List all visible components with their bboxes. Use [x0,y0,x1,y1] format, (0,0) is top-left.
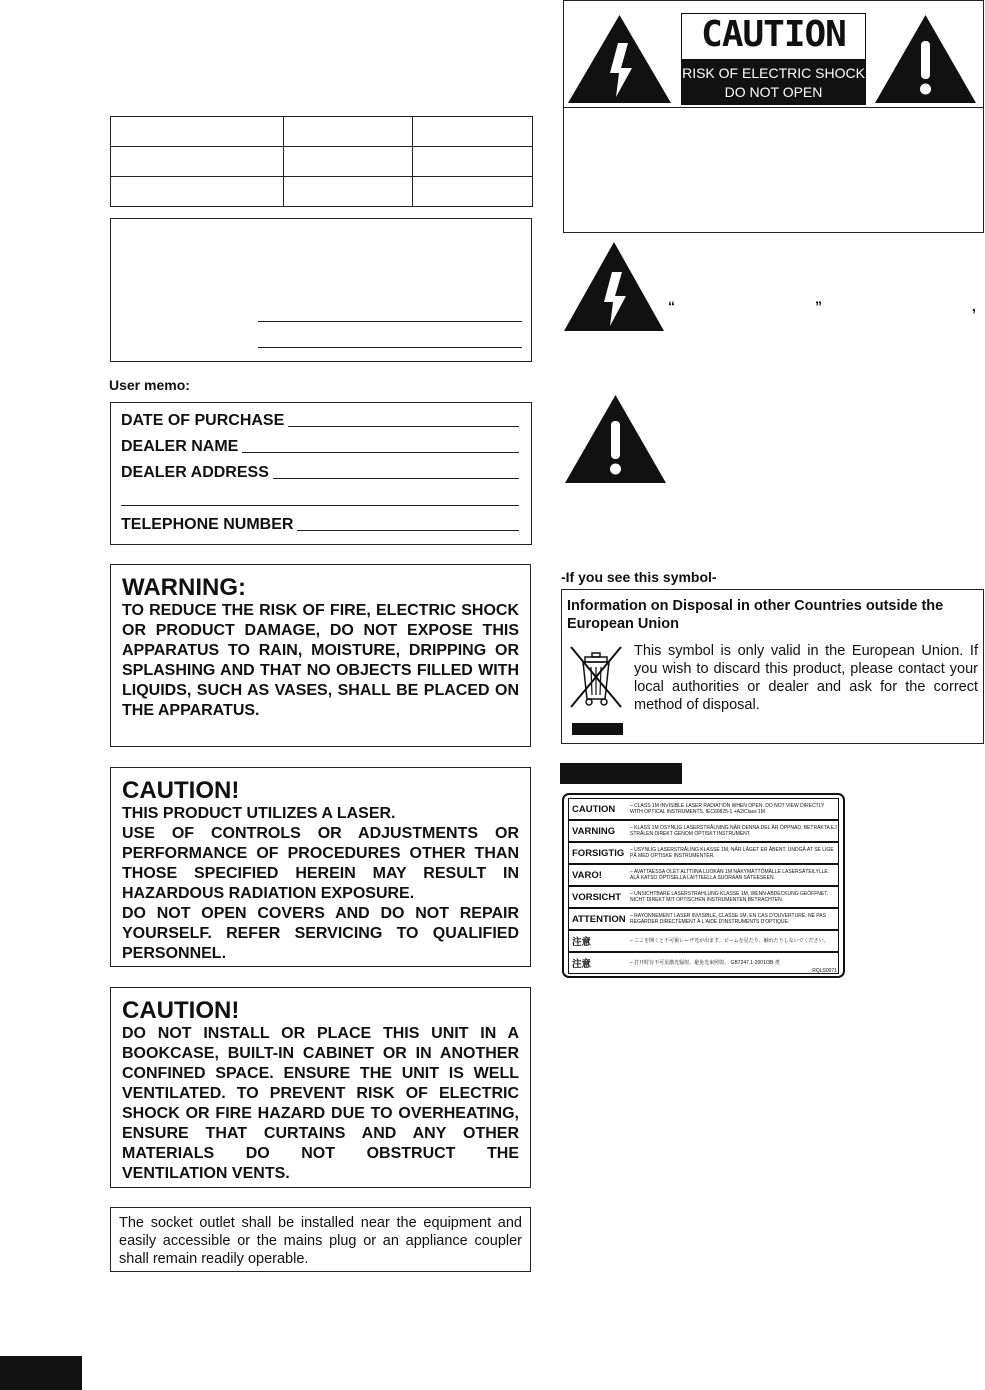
exclamation-warning-icon [873,13,978,105]
laser-label-row [568,952,839,974]
warning-text: TO REDUCE THE RISK OF FIRE, ELECTRIC SHOCK OR PRODUCT DAMAGE, DO NOT EXPOSE THIS APPARATUS TO RAIN, MOISTURE, DRIPPING OR SPLASHING AND THAT NO OBJECTS FILLED WITH LIQUIDS, SUCH AS VASES, SHALL BE PLACED ON THE APPARATUS. [122,602,519,719]
caution-sign [681,13,866,105]
socket-note-box [110,1207,531,1272]
laser-label-row-name: FORSIGTIG [572,847,625,859]
laser-label-row-name: VARO! [572,869,602,881]
laser-label-code: RQLS0071 [812,968,837,974]
exclamation-symbol-icon [563,393,668,485]
disposal-heading: Information on Disposal in other Countries outside the European Union [567,598,944,632]
disposal-text: This symbol is only valid in the European Union. If you wish to discard this product, please contact your local authorities or dealer and ask for the correct method of disposal. [634,643,978,713]
disposal-black-bar [572,723,623,735]
lightning-warning-icon [566,13,673,105]
dealer-name-field[interactable] [121,438,519,456]
dealer-address-line-2[interactable] [121,505,519,506]
caution-laser-line1: THIS PRODUCT UTILIZES A LASER. [122,805,396,822]
date-of-purchase-field[interactable] [121,412,519,430]
laser-label-row-name: 注意 [572,959,592,970]
laser-label-row-text: – ここを開くと不可視レーザ光が出ます。ビームを見たり、触れたりしないでください。 [630,938,829,944]
symbol-note: -If you see this symbol- [561,569,717,585]
laser-label-row-text: – KLASS 1M OSYNLIG LASERSTRÅLNING NÄR DENNA DEL ÄR ÖPPNAD. BETRAKTA EJ STRÅLEN DIREKT GENOM OPTISKT INSTRUMENT. [630,825,837,837]
laser-label-row-name: VARNING [572,825,616,837]
dealer-address-field[interactable] [121,464,519,482]
caution-laser-box [110,767,531,967]
quote-comma: , [972,298,976,314]
field-label: DEALER ADDRESS [121,464,269,481]
caution-laser-line2: USE OF CONTROLS OR ADJUSTMENTS OR PERFORMANCE OF PROCEDURES OTHER THAN THOSE SPECIFIED HEREIN MAY RESULT IN HAZARDOUS RADIATION EXPOSURE. [122,825,519,902]
laser-warning-label [562,793,845,978]
laser-label-row [568,930,839,952]
laser-label-row-text: – UNSICHTBARE LASERSTRAHLUNG KLASSE 1M, WENN ABDECKUNG GEÖFFNET. NICHT DIREKT MIT OPTISCHEN INSTRUMENTEN BETRACHTEN. [630,891,829,903]
caution-install-box [110,987,531,1188]
telephone-number-field[interactable] [121,516,519,534]
laser-label-row [568,798,839,820]
warning-heading: WARNING: [122,574,246,601]
user-memo-label: User memo: [109,377,190,393]
caution-sign-divider [563,107,984,108]
laser-label-row-text: – RAYONNEMENT LASER INVISIBLE, CLASSE 1M, EN CAS D'OUVERTURE. NE PAS REGARDER DIRECTEMENT À L'AIDE D'INSTRUMENTS D'OPTIQUE. [630,913,826,925]
caution-sign-title: CAUTION [701,14,846,55]
registration-line [258,347,522,348]
warning-box [110,564,531,747]
laser-label-heading-bar [560,763,682,784]
laser-label-row-text: – USYNLIG LASERSTRÅLING KLASSE 1M, NÅR LÅGET ER ÅBENT. UNDGÅ AT SE LIGE PÅ MED OPTISKE INSTRUMENTER. [630,847,834,859]
socket-note-text: The socket outlet shall be installed near the equipment and easily accessible or the mains plug or an appliance coupler shall remain readily operable. [119,1215,522,1267]
quote-open: “ [668,298,675,314]
caution-sign-subtitle [682,59,865,104]
caution-laser-line3: DO NOT OPEN COVERS AND DO NOT REPAIR YOURSELF. REFER SERVICING TO QUALIFIED PERSONNEL. [122,905,519,962]
caution-install-heading: CAUTION! [122,997,240,1024]
lightning-symbol-icon [562,240,666,333]
caution-sign-sub1: RISK OF ELECTRIC SHOCK [682,65,865,81]
laser-label-row [568,886,839,908]
laser-label-row-text: – AVATTAESSA OLET ALTTIINA LUOKAN 1M NÄKYMÄTTÖMÄLLE LASERSÄTEILYLLE. ÄLÄ KATSO OPTISELLA LAITTEELLA SUORAAN SÄTEESEEN. [630,869,830,881]
laser-label-row [568,864,839,886]
model-table [110,116,533,207]
laser-label-row [568,908,839,930]
laser-label-row [568,820,839,842]
quote-close: ” [815,298,822,314]
field-label: DEALER NAME [121,438,239,455]
caution-sign-sub2: DO NOT OPEN [724,84,823,100]
laser-label-row-name: 注意 [572,937,592,948]
laser-label-row-text: – 打开时有不可见激光辐射。避免光束照射。 GB7247.1-2001/3B 类 [630,960,780,966]
laser-label-row-name: ATTENTION [572,913,626,925]
caution-install-text: DO NOT INSTALL OR PLACE THIS UNIT IN A BOOKCASE, BUILT-IN CABINET OR IN ANOTHER CONFINED SPACE. ENSURE THE UNIT IS WELL VENTILATED. TO PREVENT RISK OF ELECTRIC SHOCK OR FIRE HAZARD DUE TO OVERHEATING, ENSURE THAT CURTAINS AND ANY OTHER MATERIALS DO NOT OBSTRUCT THE VENTILATION VENTS. [122,1025,519,1182]
laser-label-row [568,842,839,864]
laser-label-row-name: VORSICHT [572,891,622,903]
field-label: TELEPHONE NUMBER [121,516,294,533]
registration-line [258,321,522,322]
laser-label-row-name: CAUTION [572,803,616,815]
field-label: DATE OF PURCHASE [121,412,285,429]
caution-laser-heading: CAUTION! [122,777,240,804]
disposal-box [561,589,984,744]
laser-label-row-text: – CLASS 1M INVISIBLE LASER RADIATION WHEN OPEN. DO NOT VIEW DIRECTLY WITH OPTICAL INSTRUMENTS. IEC60825-1 +A2/Class 1M [630,803,825,815]
page-number-tab [0,1356,82,1390]
registration-box [110,218,532,362]
crossed-bin-icon [567,643,625,709]
